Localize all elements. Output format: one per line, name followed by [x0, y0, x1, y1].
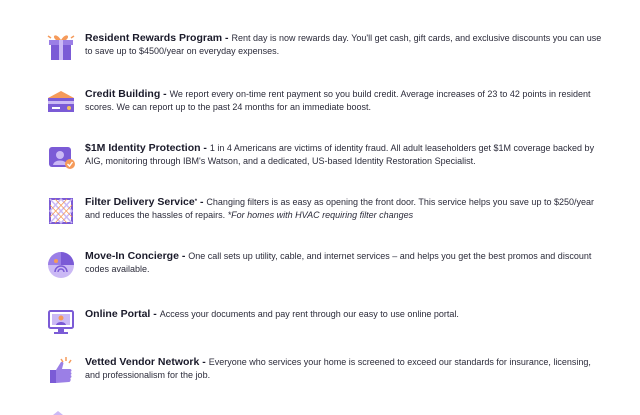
footnote-marker: * [194, 199, 198, 205]
benefit-title: Move-In Concierge - [85, 250, 189, 262]
concierge-icon [44, 248, 78, 282]
benefit-title: Filter Delivery Service [85, 196, 195, 208]
benefit-title: Vetted Vendor Network - [85, 356, 209, 368]
benefit-description: Changing filters is as easy as opening the front door. This service helps you save up to $250/year and reduces the hassles of repairs. [85, 197, 594, 220]
benefit-title: $1M Identity Protection - [85, 142, 210, 154]
benefit-description: One call sets up utility, cable, and internet services – and helps you get the best promos and discount codes available. [85, 251, 592, 274]
credit-card-icon [44, 86, 78, 120]
benefit-description: We report every on-time rent payment so you build credit. Average increases of 23 to 42 points in resident scores. We can report up to the past 24 months for an immediate boost. [85, 89, 591, 112]
benefit-item-vetted-vendor [44, 356, 604, 388]
footnote-text: *For homes with HVAC requiring filter changes [227, 209, 414, 220]
thumbs-up-icon [44, 354, 78, 388]
benefit-item-credit-building [44, 88, 604, 120]
benefit-item-filter-delivery: Filter Delivery Service* - Changing filters is as easy as opening the front door. This service helps you save up to $250/year and reduces the hassles of repairs. *For homes with HVAC requiring filter changes [44, 196, 604, 228]
benefit-title: Online Portal - [85, 308, 160, 320]
next-item-icon-partial [47, 406, 69, 415]
benefit-description: 1 in 4 Americans are victims of identity fraud. All adult leaseholders get $1M coverage backed by AIG, monitoring through IBM's Watson, and a dedicated, US-based Identity Restoration Specialist. [85, 143, 595, 166]
benefit-description: Rent day is now rewards day. You'll get cash, gift cards, and exclusive discounts you can use to save up to $4500/year on everyday expenses. [85, 33, 602, 56]
gift-icon [44, 30, 78, 64]
benefit-description: Access your documents and pay rent through our easy to use online portal. [159, 309, 459, 319]
benefit-title: Resident Rewards Program - [85, 32, 232, 44]
benefit-item-online-portal [44, 307, 604, 339]
benefit-description: Everyone who services your home is screened to exceed our standards for insurance, licensing, and professionalism for the job. [85, 357, 591, 380]
benefit-item-resident-rewards [44, 32, 604, 64]
benefit-item-move-in-concierge [44, 250, 604, 282]
benefit-title: Credit Building - [85, 88, 170, 100]
identity-badge-icon [44, 140, 78, 174]
air-filter-icon [44, 194, 78, 228]
benefit-item-identity-protection [44, 142, 604, 174]
monitor-icon [44, 305, 78, 339]
